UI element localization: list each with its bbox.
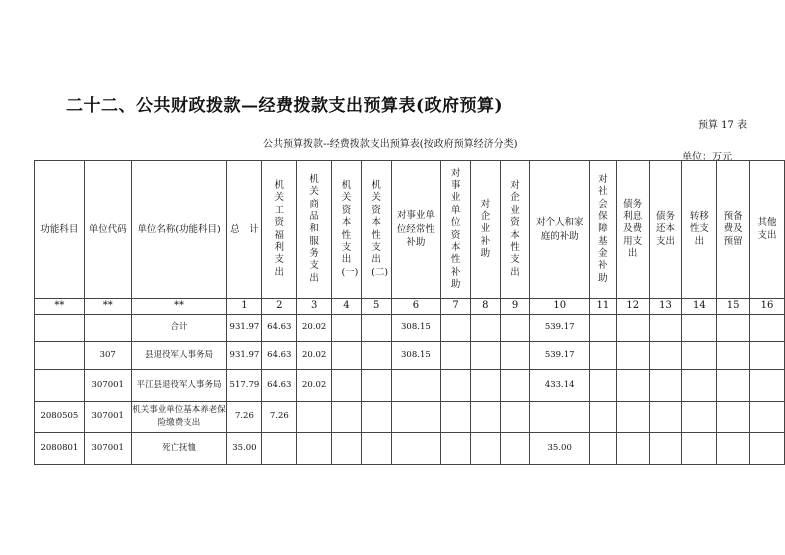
header-col-1: 机关工资福利支出 <box>262 161 297 299</box>
value-cell <box>750 369 785 401</box>
index-cell: 3 <box>297 299 332 315</box>
index-row <box>35 299 785 315</box>
value-cell <box>297 432 332 464</box>
unit-name-cell: 平江县退役军人事务局 <box>131 369 227 401</box>
value-cell <box>500 401 530 432</box>
index-cell: ** <box>35 299 85 315</box>
value-cell <box>682 401 717 432</box>
value-cell <box>391 369 441 401</box>
unit-code-cell <box>84 314 131 341</box>
value-cell <box>441 401 471 432</box>
index-cell: 2 <box>262 299 297 315</box>
value-cell <box>649 314 682 341</box>
value-cell <box>332 432 362 464</box>
value-cell <box>649 341 682 369</box>
unit-code-cell: 307001 <box>84 401 131 432</box>
value-cell <box>717 314 750 341</box>
value-cell <box>391 432 441 464</box>
value-cell: 20.02 <box>297 341 332 369</box>
header-col-2: 机关商品和服务支出 <box>297 161 332 299</box>
function-code-cell: 2080505 <box>35 401 85 432</box>
page-title: 二十二、公共财政拨款—经费拨款支出预算表(政府预算) <box>66 96 504 116</box>
unit-name-cell: 县退役军人事务局 <box>131 341 227 369</box>
value-cell <box>616 314 649 341</box>
index-cell: ** <box>84 299 131 315</box>
value-cell <box>332 369 362 401</box>
unit-code-cell: 307 <box>84 341 131 369</box>
value-cell <box>589 401 616 432</box>
table-subtitle: 公共预算拨款--经费拨款支出预算表(按政府预算经济分类) <box>263 139 518 150</box>
value-cell: 308.15 <box>391 314 441 341</box>
index-cell: 9 <box>500 299 530 315</box>
value-cell <box>589 341 616 369</box>
value-cell <box>441 341 471 369</box>
header-total: 总 计 <box>227 161 262 299</box>
header-col-11: 债务利息及费用支出 <box>616 161 649 299</box>
value-cell <box>616 341 649 369</box>
header-col-3: 机关资本性支出(一) <box>332 161 362 299</box>
total-cell: 931.97 <box>227 314 262 341</box>
index-cell: 14 <box>682 299 717 315</box>
value-cell <box>441 369 471 401</box>
value-cell <box>589 314 616 341</box>
value-cell: 64.63 <box>262 314 297 341</box>
header-col-15: 其他支出 <box>750 161 785 299</box>
total-cell: 35.00 <box>227 432 262 464</box>
value-cell <box>470 401 500 432</box>
value-cell <box>717 432 750 464</box>
table-row <box>35 401 785 432</box>
value-cell <box>470 432 500 464</box>
value-cell <box>470 314 500 341</box>
index-cell: 10 <box>530 299 590 315</box>
value-cell <box>616 369 649 401</box>
header-col-9: 对个人和家庭的补助 <box>530 161 590 299</box>
value-cell <box>649 432 682 464</box>
value-cell: 308.15 <box>391 341 441 369</box>
header-col-13: 转移性支出 <box>682 161 717 299</box>
total-cell: 7.26 <box>227 401 262 432</box>
value-cell <box>750 432 785 464</box>
total-cell: 931.97 <box>227 341 262 369</box>
table-number: 预算 17 表 <box>698 120 748 131</box>
unit-label: 单位：万元 <box>682 152 732 163</box>
value-cell <box>441 432 471 464</box>
unit-name-cell: 合计 <box>131 314 227 341</box>
function-code-cell <box>35 369 85 401</box>
value-cell: 539.17 <box>530 341 590 369</box>
index-cell: 13 <box>649 299 682 315</box>
value-cell <box>750 314 785 341</box>
table-row <box>35 432 785 464</box>
value-cell <box>616 432 649 464</box>
value-cell <box>649 369 682 401</box>
header-col-4: 机关资本性支出(二) <box>361 161 391 299</box>
header-col-12: 债务还本支出 <box>649 161 682 299</box>
value-cell: 433.14 <box>530 369 590 401</box>
value-cell <box>361 369 391 401</box>
value-cell <box>717 401 750 432</box>
value-cell <box>682 432 717 464</box>
value-cell <box>717 341 750 369</box>
unit-code-cell: 307001 <box>84 432 131 464</box>
value-cell <box>441 314 471 341</box>
value-cell <box>500 369 530 401</box>
value-cell <box>682 341 717 369</box>
value-cell <box>470 369 500 401</box>
index-cell: 12 <box>616 299 649 315</box>
index-cell: 8 <box>470 299 500 315</box>
value-cell: 64.63 <box>262 369 297 401</box>
value-cell <box>682 369 717 401</box>
value-cell <box>332 341 362 369</box>
budget-table <box>34 160 785 465</box>
value-cell <box>361 401 391 432</box>
value-cell <box>470 341 500 369</box>
index-cell: 6 <box>391 299 441 315</box>
function-code-cell: 2080801 <box>35 432 85 464</box>
value-cell: 20.02 <box>297 369 332 401</box>
header-col-5: 对事业单位经常性补助 <box>391 161 441 299</box>
value-cell <box>361 341 391 369</box>
header-col-10: 对社会保障基金补助 <box>589 161 616 299</box>
total-cell: 517.79 <box>227 369 262 401</box>
value-cell <box>649 401 682 432</box>
value-cell <box>589 432 616 464</box>
index-cell: 15 <box>717 299 750 315</box>
value-cell <box>500 432 530 464</box>
table-row <box>35 369 785 401</box>
value-cell <box>500 341 530 369</box>
value-cell <box>530 401 590 432</box>
value-cell <box>589 369 616 401</box>
value-cell <box>500 314 530 341</box>
value-cell <box>750 341 785 369</box>
value-cell: 7.26 <box>262 401 297 432</box>
index-cell: 11 <box>589 299 616 315</box>
table-row <box>35 341 785 369</box>
header-col-8: 对企业资本性支出 <box>500 161 530 299</box>
value-cell <box>361 432 391 464</box>
value-cell <box>391 401 441 432</box>
value-cell <box>297 401 332 432</box>
index-cell: 7 <box>441 299 471 315</box>
value-cell <box>616 401 649 432</box>
header-row <box>35 161 785 299</box>
value-cell <box>361 314 391 341</box>
value-cell <box>332 401 362 432</box>
header-col-7: 对企业补助 <box>470 161 500 299</box>
value-cell <box>682 314 717 341</box>
function-code-cell <box>35 341 85 369</box>
value-cell: 35.00 <box>530 432 590 464</box>
value-cell <box>750 401 785 432</box>
value-cell <box>717 369 750 401</box>
table-row-total <box>35 314 785 341</box>
unit-code-cell: 307001 <box>84 369 131 401</box>
header-col-6: 对事业单位资本性补助 <box>441 161 471 299</box>
unit-name-cell: 死亡抚恤 <box>131 432 227 464</box>
value-cell <box>262 432 297 464</box>
function-code-cell <box>35 314 85 341</box>
index-cell: 16 <box>750 299 785 315</box>
index-cell: 5 <box>361 299 391 315</box>
value-cell <box>332 314 362 341</box>
header-col-14: 预备费及预留 <box>717 161 750 299</box>
index-cell: 1 <box>227 299 262 315</box>
value-cell: 64.63 <box>262 341 297 369</box>
value-cell: 20.02 <box>297 314 332 341</box>
index-cell: 4 <box>332 299 362 315</box>
header-function-subject: 功能科目 <box>35 161 85 299</box>
header-unit-name: 单位名称(功能科目) <box>131 161 227 299</box>
index-cell: ** <box>131 299 227 315</box>
header-unit-code: 单位代码 <box>84 161 131 299</box>
unit-name-cell: 机关事业单位基本养老保险缴费支出 <box>131 401 227 432</box>
value-cell: 539.17 <box>530 314 590 341</box>
